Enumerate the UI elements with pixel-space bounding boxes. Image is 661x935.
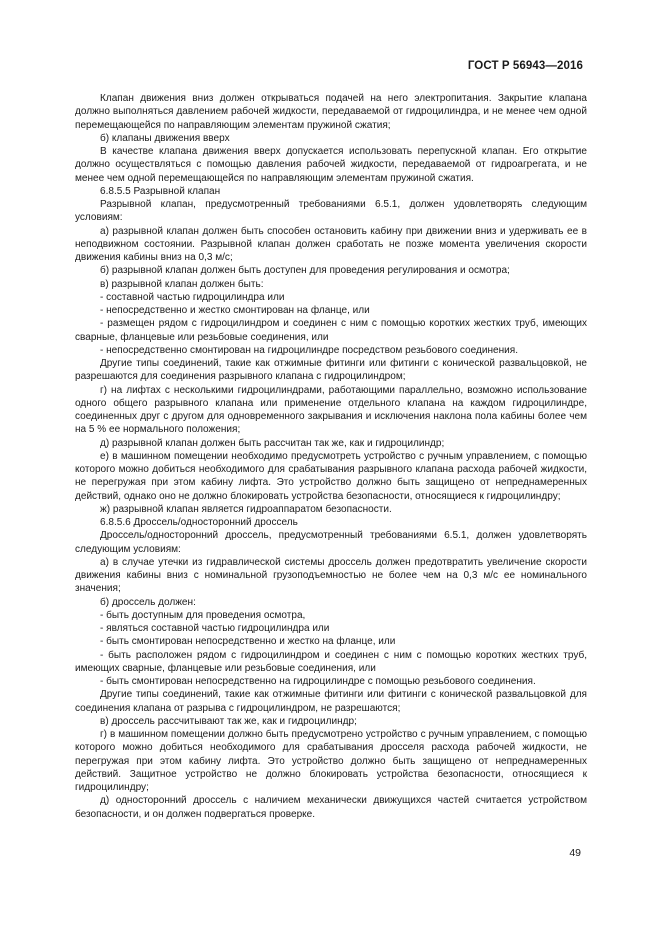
paragraph: Другие типы соединений, такие как отжимные фитинги или фитинги с конической развальцовкой для соединения клапана от разрыва с гидроцилиндром, не разрешаются; <box>75 689 587 714</box>
dash-item: - непосредственно и жестко смонтирован на фланце, или <box>100 305 370 316</box>
dash-item: - непосредственно смонтирован на гидроцилиндре посредством резьбового соединения. <box>100 344 518 356</box>
dash-item: - быть смонтирован непосредственно и жестко на фланце, или <box>100 636 396 648</box>
list-item: е) в машинном помещении необходимо предусмотреть устройство с ручным управлением, с помощью которого можно добиться необходимого для срабатывания разрывного клапана расхода рабочей жидкости, не перегружая при этом кабину лифта. Это устройство должно быть защищено от непреднамеренных действий, однако оно не должно блокировать устройства безопасности, относящиеся к гидроцилиндру; <box>75 450 587 502</box>
dash-item: - быть расположен рядом с гидроцилиндром и соединен с ним с помощью коротких жестких труб, имеющих сварные, фланцевые или резьбовые соединения, или <box>75 649 587 674</box>
dash-item: - быть доступным для проведения осмотра, <box>100 609 306 621</box>
list-item: г) на лифтах с несколькими гидроцилиндрами, работающими параллельно, возможно использование одного общего разрывного клапана или применение отдельного клапана на каждом гидроцилиндре, соединенных друг с другом для одновременного закрывания и исключения наклона пола кабины более чем на 5 % ее нормального положения; <box>75 384 587 436</box>
dash-item: - являться составной частью гидроцилиндра или <box>100 623 330 634</box>
list-item: а) в случае утечки из гидравлической системы дроссель должен предотвратить увеличение скорости движения кабины вниз с номинальной грузоподъемностью не более чем на 0,3 м/с ее номинального значения; <box>75 556 587 595</box>
paragraph: Другие типы соединений, такие как отжимные фитинги или фитинги с конической развальцовкой, не разрешаются для соединения разрывного клапана с гидроцилиндром; <box>75 358 587 383</box>
paragraph: б) клапаны движения вверх <box>100 132 230 144</box>
list-item: д) разрывной клапан должен быть рассчитан так же, как и гидроцилиндр; <box>100 437 445 449</box>
dash-item: - составной частью гидроцилиндра или <box>100 291 285 303</box>
paragraph: Разрывной клапан, предусмотренный требованиями 6.5.1, должен удовлетворять следующим условиям: <box>75 199 587 224</box>
list-item: в) разрывной клапан должен быть: <box>100 278 264 290</box>
document-header: ГОСТ Р 56943—2016 <box>467 60 583 72</box>
list-item: ж) разрывной клапан является гидроаппаратом безопасности. <box>100 503 392 515</box>
list-item: б) дроссель должен: <box>100 596 196 608</box>
paragraph: Клапан движения вниз должен открываться подачей на него электропитания. Закрытие клапана должно выполняться давлением рабочей жидкости, передаваемой от гидроцилиндра, и не менее чем одной перемещающейся по направляющим элементам пружиной сжатия; <box>75 93 587 131</box>
dash-item: - размещен рядом с гидроцилиндром и соединен с ним с помощью коротких жестких труб, имеющих сварные, фланцевые или резьбовые соединения, или <box>75 318 587 343</box>
paragraph: В качестве клапана движения вверх допускается использовать перепускной клапан. Его открытие должно осуществляться с помощью давления рабочей жидкости, передаваемой от гидроагрегата, и не менее чем одной перемещающейся по направляющим элементам пружиной сжатия. <box>75 146 587 184</box>
list-item: б) разрывной клапан должен быть доступен для проведения регулирования и осмотра; <box>100 265 510 277</box>
page-number: 49 <box>569 847 581 859</box>
dash-item: - быть смонтирован непосредственно на гидроцилиндре с помощью резьбового соединения. <box>100 676 536 687</box>
section-heading: 6.8.5.5 Разрывной клапан <box>100 185 221 197</box>
list-item: д) односторонний дроссель с наличием механически движущихся частей считается устройством безопасности, и он должен подвергаться проверке. <box>75 795 587 820</box>
list-item: г) в машинном помещении должно быть предусмотрено устройство с ручным управлением, с помощью которого можно добиться необходимого для срабатывания дросселя расхода рабочей жидкости, не перегружая при этом кабину лифта. Это устройство должно быть защищено от непреднамеренных действий. Защитное устройство не должно блокировать устройства безопасности, относящиеся к гидроцилиндру; <box>75 729 587 793</box>
section-heading: 6.8.5.6 Дроссель/односторонний дроссель <box>100 517 298 528</box>
paragraph: Дроссель/односторонний дроссель, предусмотренный требованиями 6.5.1, должен удовлетворять следующим условиям: <box>75 530 587 555</box>
list-item: а) разрывной клапан должен быть способен остановить кабину при движении вниз и удерживать ее в неподвижном состоянии. Разрывной клапан должен сработать не позже момента увеличения скорости движения кабины вниз на 0,3 м/с; <box>75 225 587 263</box>
document-body <box>75 92 587 821</box>
list-item: в) дроссель рассчитывают так же, как и гидроцилиндр; <box>100 715 357 727</box>
